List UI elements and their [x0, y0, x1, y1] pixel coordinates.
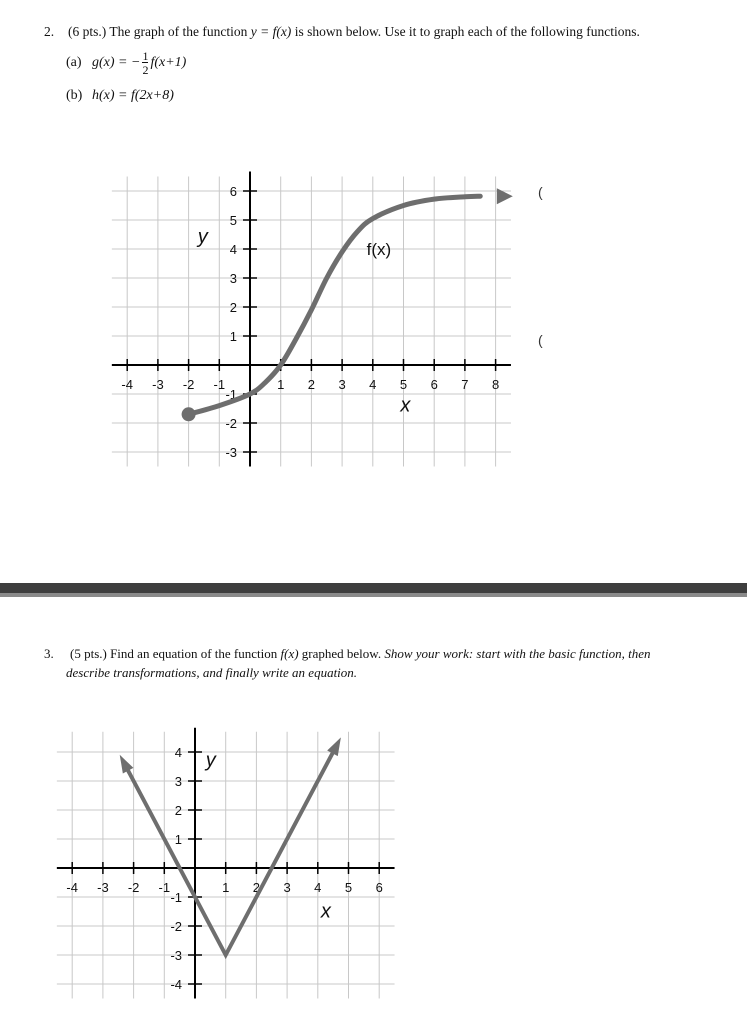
arrowhead-upper-left: [120, 755, 134, 774]
x-axis-label: x: [320, 900, 331, 923]
y-tick-label: -3: [170, 948, 182, 963]
x-tick-label: -4: [66, 880, 78, 895]
x-tick-label: -2: [182, 377, 195, 392]
x-tick-label: 5: [399, 377, 408, 392]
question-2-prompt: 2. (6 pts.) The graph of the function y = f(x) is shown below. Use it to graph each of the following functions.: [44, 24, 640, 39]
margin-mark: (: [538, 184, 543, 200]
x-tick-label: 2: [252, 880, 261, 895]
y-tick-label: 4: [229, 242, 237, 257]
x-axis-label: x: [400, 394, 411, 417]
curve-label: f(x): [366, 239, 392, 259]
y-tick-label: -1: [170, 890, 182, 905]
x-tick-label: -1: [158, 880, 171, 895]
x-tick-label: 7: [461, 377, 469, 392]
y-tick-label: -2: [225, 416, 237, 431]
x-tick-label: -3: [152, 377, 164, 392]
y-tick-label: -2: [170, 919, 182, 934]
x-tick-label: 8: [491, 377, 500, 392]
y-tick-label: 3: [174, 774, 182, 789]
x-tick-label: 3: [338, 377, 346, 392]
y-axis-label: y: [197, 226, 208, 249]
margin-mark: (: [538, 332, 543, 348]
part-a: (a) g(x) = − $\frac{1}{2}$ f(x+1): [66, 49, 187, 77]
y-tick-label: 1: [174, 832, 182, 847]
y-tick-label: 3: [229, 271, 237, 286]
y-axis-label: y: [205, 749, 216, 772]
y-tick-label: -3: [225, 445, 237, 460]
x-tick-label: 3: [283, 880, 291, 895]
v-shaped-graph: [124, 746, 336, 955]
x-tick-label: -1: [213, 377, 226, 392]
function-expression: y = f(x): [250, 24, 292, 39]
y-tick-label: 1: [229, 329, 237, 344]
x-tick-label: 6: [430, 377, 438, 392]
x-tick-label: 5: [344, 880, 353, 895]
y-tick-label: 4: [174, 745, 182, 760]
x-tick-label: 4: [369, 377, 377, 392]
x-tick-label: 6: [375, 880, 383, 895]
x-tick-label: 1: [222, 880, 230, 895]
question-3-prompt: 3. (5 pts.) Find an equation of the function f(x) graphed below. Show your work: start with the basic function, then: [44, 646, 651, 661]
y-tick-label: 6: [229, 184, 237, 199]
part-b: (b) h(x) = f(2x+8): [66, 88, 174, 103]
x-tick-label: 4: [314, 880, 322, 895]
question-number: 3.: [44, 646, 54, 661]
y-tick-label: 5: [229, 213, 237, 228]
question-3-instructions: describe transformations, and finally write an equation.: [66, 665, 358, 680]
x-tick-label: -3: [97, 880, 109, 895]
y-tick-label: 2: [174, 803, 182, 818]
arrowhead-upper-right: [327, 737, 341, 756]
fraction-one-half: $\frac{1}{2}$: [142, 49, 149, 77]
x-tick-label: -4: [121, 377, 133, 392]
y-tick-label: -4: [170, 977, 182, 992]
question-number: 2.: [44, 24, 55, 39]
x-tick-label: 1: [277, 377, 285, 392]
y-tick-label: -1: [225, 387, 237, 402]
x-tick-label: -2: [127, 880, 140, 895]
x-tick-label: 2: [307, 377, 316, 392]
y-tick-label: 2: [229, 300, 237, 315]
